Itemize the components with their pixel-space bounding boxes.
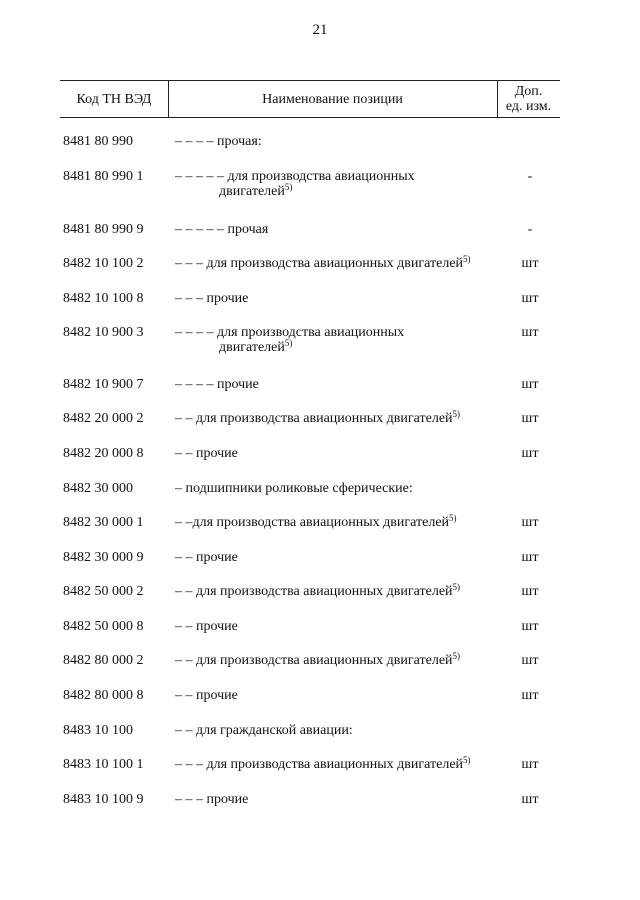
- table-header: [60, 80, 560, 118]
- row-description: [175, 688, 495, 703]
- row-description-text: – – – прочие: [175, 792, 249, 807]
- row-description: [175, 134, 495, 149]
- row-description-text: – – для гражданской авиации:: [175, 723, 353, 738]
- row-description-text: – – – прочие: [175, 291, 249, 306]
- row-description-text: – –для производства авиационных двигателей: [175, 515, 450, 530]
- row-description: [175, 291, 495, 306]
- row-unit: шт: [521, 757, 539, 772]
- row-code: 8483 10 100 1: [63, 757, 144, 772]
- row-description-text: – – – – для производства авиационных: [175, 325, 405, 340]
- row-code: 8481 80 990: [63, 134, 133, 149]
- row-unit: шт: [521, 515, 539, 530]
- row-code: 8482 30 000 1: [63, 515, 144, 530]
- row-description: [175, 377, 495, 392]
- footnote-marker: 5): [452, 582, 461, 592]
- row-unit: шт: [521, 291, 539, 306]
- row-description-text: – – – – – прочая: [175, 222, 269, 237]
- row-description-text: – – – – прочие: [175, 377, 259, 392]
- header-code: Код ТН ВЭД: [76, 91, 152, 107]
- row-description-continuation-text: двигателей: [219, 184, 285, 199]
- row-code: 8482 10 100 2: [63, 256, 144, 271]
- row-description: [175, 619, 495, 634]
- footnote-marker: 5): [452, 651, 461, 661]
- row-code: 8481 80 990 1: [63, 169, 144, 184]
- row-description: [175, 757, 495, 772]
- row-unit: шт: [521, 325, 539, 340]
- row-description: [175, 446, 495, 461]
- row-code: 8482 30 000 9: [63, 550, 144, 565]
- row-unit: шт: [521, 256, 539, 271]
- row-code: 8482 20 000 8: [63, 446, 144, 461]
- row-unit: шт: [521, 411, 539, 426]
- row-description: [175, 584, 495, 599]
- row-unit: -: [527, 222, 533, 237]
- row-description-text: – – для производства авиационных двигателей: [175, 411, 453, 426]
- row-unit: шт: [521, 619, 539, 634]
- row-unit: шт: [521, 792, 539, 807]
- header-name: Наименование позиции: [262, 91, 403, 107]
- row-code: 8483 10 100 9: [63, 792, 144, 807]
- row-description-continuation: [175, 340, 495, 355]
- row-unit: шт: [521, 446, 539, 461]
- row-description-text: – – прочие: [175, 688, 238, 703]
- row-description-text: – – – – – для производства авиационных: [175, 169, 415, 184]
- row-description-continuation-text: двигателей: [219, 340, 285, 355]
- row-description-continuation: [175, 184, 495, 199]
- row-description: [175, 792, 495, 807]
- header-unit-line1: Доп.: [514, 84, 543, 99]
- row-description: [175, 169, 495, 199]
- row-description-text: – – – для производства авиационных двигателей: [175, 757, 464, 772]
- row-description-text: – – – – прочая:: [175, 134, 262, 149]
- footnote-marker: 5): [284, 338, 293, 348]
- row-description: [175, 653, 495, 668]
- row-description-text: – – прочие: [175, 619, 238, 634]
- row-code: 8482 10 100 8: [63, 291, 144, 306]
- row-code: 8482 20 000 2: [63, 411, 144, 426]
- header-unit-line2: ед. изм.: [505, 99, 552, 114]
- row-description: [175, 723, 495, 738]
- header-unit: [497, 81, 560, 117]
- row-unit: шт: [521, 584, 539, 599]
- row-description-text: – – для производства авиационных двигателей: [175, 653, 453, 668]
- row-code: 8482 10 900 3: [63, 325, 144, 340]
- row-description-text: – – прочие: [175, 446, 238, 461]
- row-description: [175, 222, 495, 237]
- row-description: [175, 325, 495, 355]
- row-description: [175, 515, 495, 530]
- page-number: 21: [312, 22, 328, 38]
- row-unit: шт: [521, 550, 539, 565]
- row-description: [175, 550, 495, 565]
- row-description: [175, 411, 495, 426]
- row-code: 8483 10 100: [63, 723, 133, 738]
- row-description-text: – – для производства авиационных двигателей: [175, 584, 453, 599]
- row-unit: -: [527, 169, 533, 184]
- row-description-text: – подшипники роликовые сферические:: [175, 481, 413, 496]
- footnote-marker: 5): [449, 513, 457, 523]
- footnote-marker: 5): [284, 182, 293, 192]
- row-code: 8482 80 000 8: [63, 688, 144, 703]
- row-unit: шт: [521, 653, 539, 668]
- row-code: 8482 50 000 8: [63, 619, 144, 634]
- row-code: 8482 80 000 2: [63, 653, 144, 668]
- row-description: [175, 256, 495, 271]
- row-description: [175, 481, 495, 496]
- row-description-text: – – прочие: [175, 550, 238, 565]
- footnote-marker: 5): [463, 755, 471, 765]
- footnote-marker: 5): [452, 409, 461, 419]
- row-unit: шт: [521, 688, 539, 703]
- row-code: 8481 80 990 9: [63, 222, 144, 237]
- row-unit: шт: [521, 377, 539, 392]
- row-code: 8482 50 000 2: [63, 584, 144, 599]
- row-description-text: – – – для производства авиационных двигателей: [175, 256, 464, 271]
- row-code: 8482 30 000: [63, 481, 133, 496]
- row-code: 8482 10 900 7: [63, 377, 144, 392]
- footnote-marker: 5): [463, 254, 471, 264]
